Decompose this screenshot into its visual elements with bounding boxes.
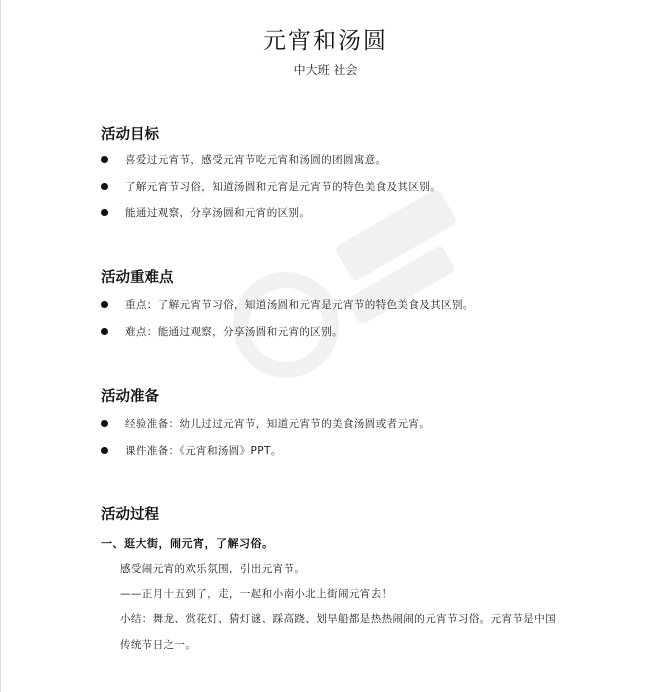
bullet-icon xyxy=(101,209,108,216)
bullet-icon xyxy=(101,183,108,190)
bullet-icon xyxy=(101,447,108,454)
section-heading-key-points: 活动重难点 xyxy=(101,270,174,286)
bullet-icon xyxy=(101,328,108,335)
process-paragraph: 小结：舞龙、赏花灯、猜灯谜、踩高跷、划旱船都是热热闹闹的元宵节习俗。元宵节是中国 xyxy=(120,613,556,625)
bullet-icon xyxy=(101,156,108,163)
process-paragraph: ——正月十五到了，走，一起和小南小北上街闹元宵去！ xyxy=(120,588,393,600)
document-title: 元宵和汤圆 xyxy=(263,28,388,54)
process-paragraph: 感受闹元宵的欢乐氛围，引出元宵节。 xyxy=(120,563,306,575)
bullet-icon xyxy=(101,420,108,427)
process-step-heading: 一、逛大街，闹元宵，了解习俗。 xyxy=(101,537,274,550)
section-heading-preparation: 活动准备 xyxy=(101,389,159,405)
bullet-icon xyxy=(101,301,108,308)
process-paragraph: 传统节日之一。 xyxy=(120,639,197,651)
section-heading-process: 活动过程 xyxy=(101,507,159,523)
section-heading-goals: 活动目标 xyxy=(101,127,159,143)
document-subtitle: 中大班 社会 xyxy=(293,63,358,77)
document-page: 元宵和汤圆 中大班 社会 活动目标 喜爱过元宵节，感受元宵节吃元宵和汤圆的团圆寓意。 了解元宵节习俗，知道汤圆和元宵是元宵节的特色美食及其区别。 能通过观察，分享汤圆和元宵的区别。 活动重难点 重点：了解元宵节习俗，知道汤圆和元宵是元宵节的特色美食及其区别。 难点：能通过观察，分享汤圆和元宵的区别。 活动准备 经验准备：幼儿过过元宵节，知道元宵节的美食汤圆或者元宵。 课件准备：《元宵和汤圆》PPT。 活动过程 一、逛大街，闹元宵，了解习俗。 感受闹元宵的欢乐氛围，引出元宵节。 ——正月十五到了，走，一起和小南小北上街闹元宵去！ 小结：舞龙、赏花灯、猜灯谜、踩高跷、划旱船都是热热闹闹的元宵节习俗。元宵节是中国 传统节日之一。 xyxy=(0,0,649,692)
